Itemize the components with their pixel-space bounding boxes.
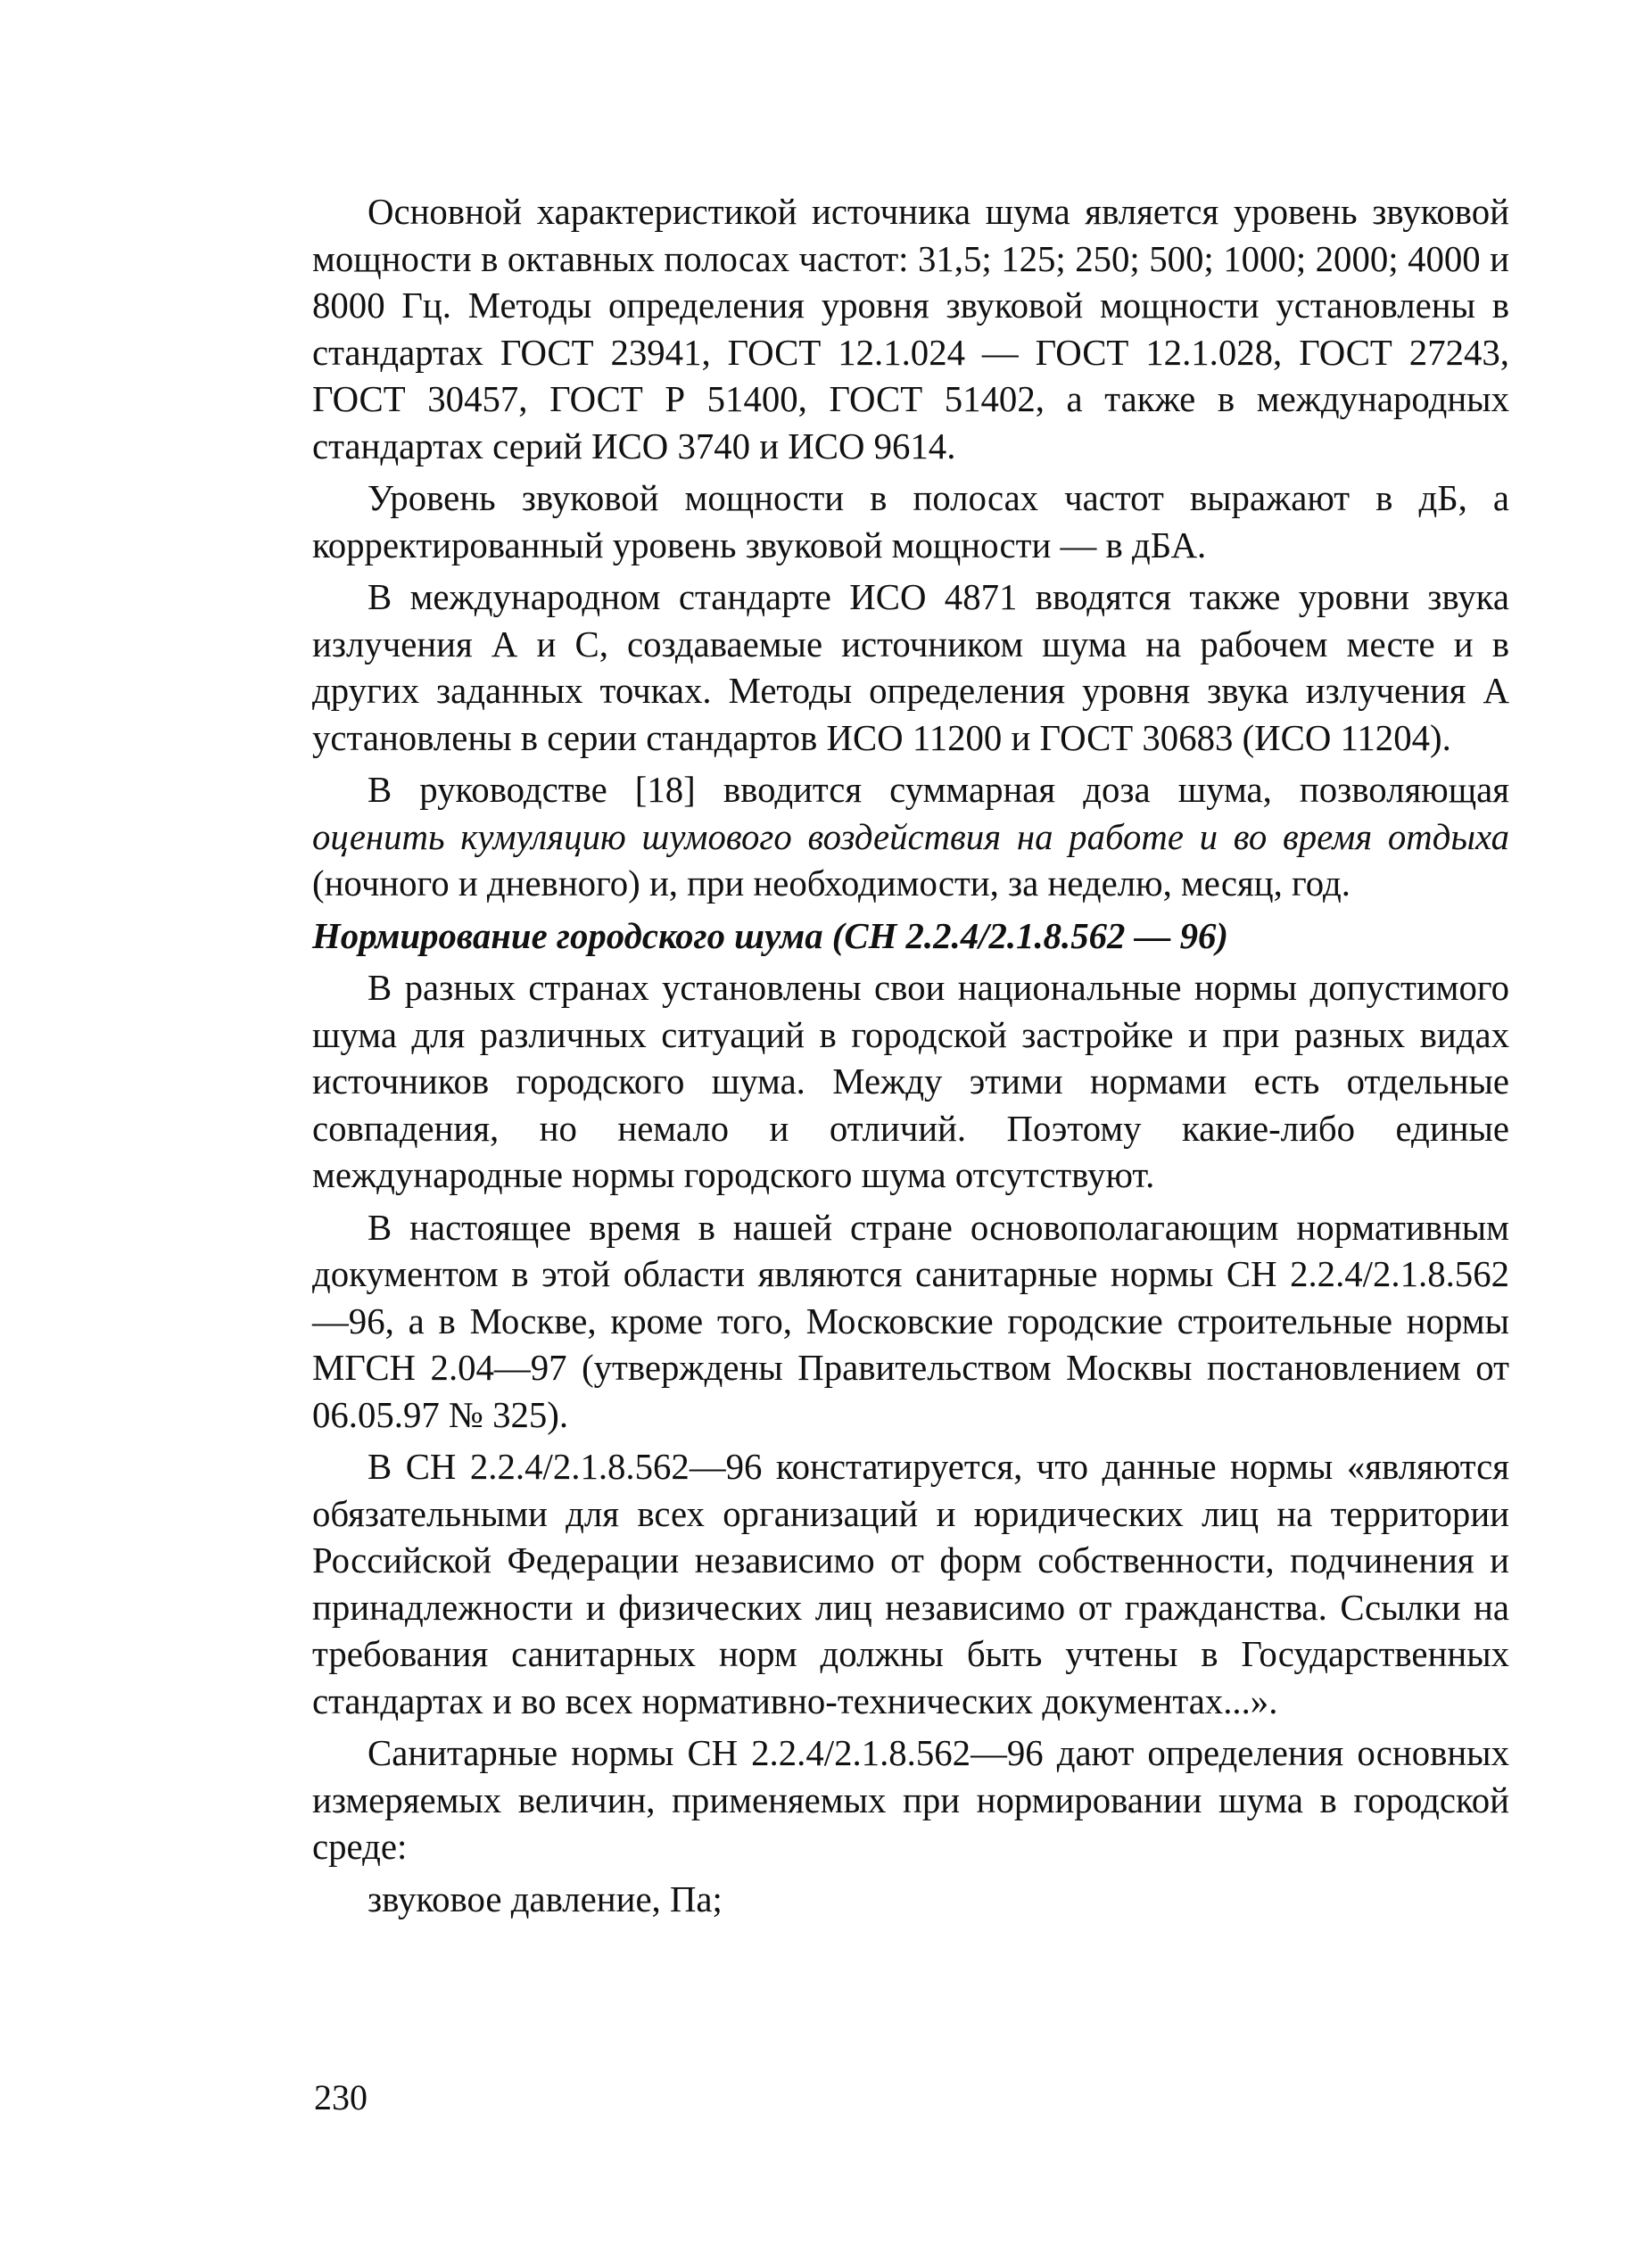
- paragraph-national-norms: В разных странах установлены свои национальные нормы допустимого шума для различных ситуаций в городской застройке и при разных видах источников городского шума. Между этими нормами есть отдельные совпадения, но немало и отличий. Поэтому какие-либо единые международные нормы городского шума отсутствуют.: [312, 968, 1509, 1195]
- paragraph-definitions: Санитарные нормы СН 2.2.4/2.1.8.562—96 дают определения основных измеряемых величин, применяемых при нормировании шума в городской среде:: [312, 1733, 1509, 1867]
- noise-dose-text-end: (ночного и дневного) и, при необходимости, за неделю, месяц, год.: [312, 863, 1351, 904]
- body-text: [312, 189, 1509, 1928]
- paragraph-russian-norms: В настоящее время в нашей стране основополагающим нормативным документом в этой области являются санитарные нормы СН 2.2.4/2.1.8.562—96, а в Москве, кроме того, Московские городские строительные нормы МГСН 2.04—97 (утверждены Правительством Москвы постановлением от 06.05.97 № 325).: [312, 1207, 1509, 1435]
- noise-dose-text-start: В руководстве [18] вводится суммарная доза шума, позволяющая: [368, 770, 1509, 810]
- paragraph-noise-dose: [312, 767, 1509, 908]
- paragraph-iso-4871: В международном стандарте ИСО 4871 вводятся также уровни звука излучения А и С, создаваемые источником шума на рабочем месте и в других заданных точках. Методы определения уровня звука излучения А установлены в серии стандартов ИСО 11200 и ГОСТ 30683 (ИСО 11204).: [312, 577, 1509, 758]
- page-number: 230: [314, 2077, 368, 2117]
- paragraph-sound-power: Основной характеристикой источника шума является уровень звуковой мощности в октавных полосах частот: 31,5; 125; 250; 500; 1000; 2000; 4000 и 8000 Гц. Методы определения уровня звуковой мощности установлены в стандартах ГОСТ 23941, ГОСТ 12.1.024 — ГОСТ 12.1.028, ГОСТ 27243, ГОСТ 30457, ГОСТ Р 51400, ГОСТ 51402, а также в международных стандартах серий ИСО 3740 и ИСО 9614.: [312, 192, 1509, 466]
- list-item-sound-pressure: звуковое давление, Па;: [368, 1878, 723, 1919]
- section-heading: Нормирование городского шума (СН 2.2.4/2.1.8.562 — 96): [312, 915, 1229, 956]
- paragraph-units: Уровень звуковой мощности в полосах частот выражают в дБ, а корректированный уровень звуковой мощности — в дБА.: [312, 478, 1509, 565]
- paragraph-quote: В СН 2.2.4/2.1.8.562—96 констатируется, что данные нормы «являются обязательными для всех организаций и юридических лиц на территории Российской Федерации независимо от форм собственности, подчинения и принадлежности и физических лиц независимо от гражданства. Ссылки на требования санитарных норм должны быть учтены в Государственных стандартах и во всех нормативно-технических документах...».: [312, 1447, 1509, 1721]
- noise-dose-italic-text: оценить кумуляцию шумового воздействия на работе и во время отдыха: [312, 816, 1509, 857]
